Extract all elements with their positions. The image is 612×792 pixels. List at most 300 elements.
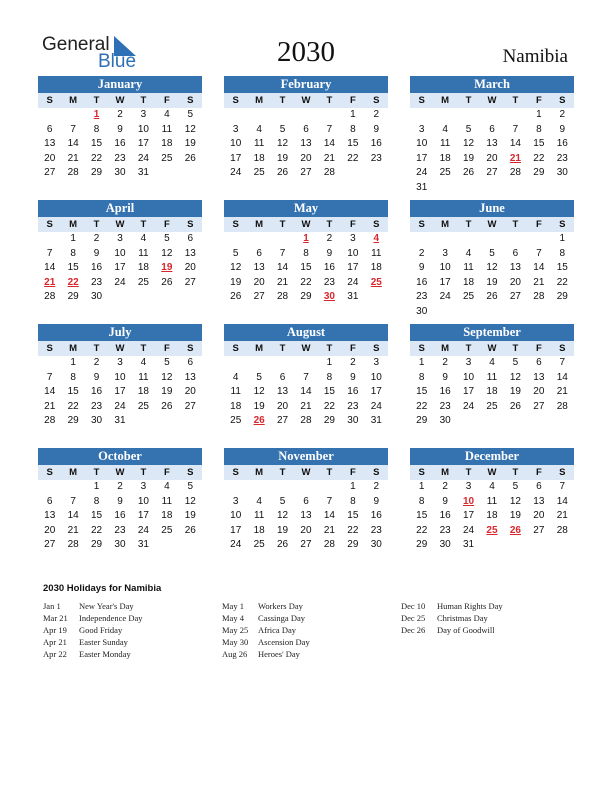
day-cell: 24: [114, 276, 126, 288]
day-cell: 20: [184, 386, 196, 398]
day-cell: 8: [93, 123, 100, 135]
day-cell: 9: [117, 495, 123, 507]
day-cell: 8: [536, 123, 542, 135]
day-cell: 28: [277, 291, 289, 303]
day-cell: 23: [347, 400, 359, 412]
holiday-name: Ascension Day: [258, 637, 310, 647]
day-cell: 8: [70, 371, 76, 383]
day-cell: 26: [277, 539, 289, 551]
day-cell: 7: [326, 123, 333, 135]
day-cell: 6: [187, 357, 194, 368]
weekday-label: S: [365, 341, 388, 356]
weekday-label: T: [504, 217, 527, 232]
weekday-label: T: [132, 217, 155, 232]
day-cell: 12: [509, 495, 521, 507]
day-cell: 25: [161, 152, 173, 164]
weekday-label: M: [61, 93, 84, 108]
day-cell: 22: [556, 276, 568, 288]
day-cell: 2: [117, 109, 123, 120]
weekday-label: M: [433, 465, 456, 480]
day-cell: 9: [326, 247, 333, 259]
day-cell: 13: [533, 371, 545, 383]
day-cell: 25: [463, 291, 475, 303]
day-cell: 1: [418, 481, 425, 492]
weekday-label: F: [341, 93, 364, 108]
day-cell: 4: [442, 123, 448, 135]
weekday-label: M: [61, 341, 84, 356]
day-cell: 20: [509, 276, 521, 288]
holiday-date: Dec 26: [401, 625, 426, 635]
empty-day-cell: [247, 356, 270, 371]
day-cell: 27: [184, 400, 196, 412]
month-september: [410, 324, 574, 429]
day-cell: 14: [67, 510, 79, 522]
month-title: July: [38, 324, 202, 341]
weekday-label: S: [410, 217, 433, 232]
holiday-day-cell: 26: [509, 524, 521, 536]
day-cell: 22: [91, 524, 103, 536]
day-cell: 30: [439, 415, 451, 427]
weekday-label: W: [108, 341, 131, 356]
day-cell: 28: [323, 167, 335, 179]
weekday-label: W: [480, 341, 503, 356]
weekday-label: T: [504, 465, 527, 480]
weekday-label: F: [341, 465, 364, 480]
day-cell: 11: [463, 262, 474, 274]
day-cell: 2: [350, 357, 356, 368]
empty-day-cell: [504, 232, 527, 247]
day-cell: 8: [70, 247, 76, 259]
day-cell: 15: [67, 262, 79, 274]
weekday-label: F: [341, 217, 364, 232]
day-cell: 17: [416, 152, 428, 164]
day-cell: 12: [230, 262, 242, 274]
calendar-country: Namibia: [502, 46, 568, 67]
day-cell: 10: [463, 371, 475, 383]
holiday-row: [401, 612, 581, 624]
day-cell: 26: [161, 276, 173, 288]
month-day-grid: [38, 341, 202, 429]
day-cell: 21: [300, 400, 312, 412]
day-cell: 5: [465, 123, 472, 135]
day-cell: 13: [253, 262, 265, 274]
day-cell: 4: [164, 481, 170, 492]
weekday-label: S: [224, 341, 247, 356]
day-cell: 28: [556, 400, 568, 412]
empty-day-cell: [224, 232, 247, 247]
holiday-row: [222, 624, 402, 636]
holiday-date: May 25: [222, 625, 249, 635]
day-cell: 1: [93, 481, 100, 492]
day-cell: 13: [486, 138, 498, 150]
day-cell: 11: [138, 371, 149, 383]
day-cell: 24: [230, 539, 242, 551]
day-cell: 3: [373, 357, 380, 368]
day-cell: 4: [465, 247, 472, 259]
day-cell: 12: [277, 510, 289, 522]
day-cell: 24: [230, 167, 242, 179]
weekday-label: W: [294, 341, 317, 356]
holiday-name: Good Friday: [79, 625, 123, 635]
day-cell: 20: [300, 152, 312, 164]
day-cell: 29: [416, 539, 428, 551]
day-cell: 6: [256, 247, 262, 259]
empty-day-cell: [224, 108, 247, 123]
weekday-label: W: [108, 465, 131, 480]
day-cell: 30: [439, 539, 451, 551]
day-cell: 1: [418, 357, 425, 368]
empty-day-cell: [433, 108, 456, 123]
weekday-label: W: [294, 217, 317, 232]
weekday-label: M: [61, 217, 84, 232]
day-cell: 5: [164, 357, 170, 368]
day-cell: 9: [442, 371, 448, 383]
holiday-name: New Year's Day: [79, 601, 134, 611]
day-cell: 13: [44, 138, 56, 150]
day-cell: 5: [279, 123, 286, 135]
day-cell: 20: [533, 386, 545, 398]
empty-day-cell: [271, 356, 294, 371]
day-cell: 19: [463, 152, 475, 164]
weekday-label: T: [457, 465, 480, 480]
day-cell: 22: [416, 524, 428, 536]
day-cell: 20: [184, 262, 196, 274]
day-cell: 22: [300, 276, 312, 288]
day-cell: 27: [533, 400, 545, 412]
day-cell: 19: [277, 152, 289, 164]
empty-day-cell: [247, 480, 270, 495]
day-cell: 3: [465, 357, 472, 368]
month-title: October: [38, 448, 202, 465]
month-day-grid: [38, 93, 202, 181]
weekday-label: S: [179, 341, 202, 356]
day-cell: 9: [373, 123, 380, 135]
day-cell: 20: [277, 400, 289, 412]
weekday-label: F: [527, 93, 550, 108]
day-cell: 4: [140, 357, 147, 368]
day-cell: 19: [184, 138, 196, 150]
day-cell: 7: [70, 123, 76, 135]
day-cell: 11: [486, 495, 498, 507]
day-cell: 16: [556, 138, 568, 150]
holiday-name: Independence Day: [79, 613, 143, 623]
weekday-label: T: [318, 341, 341, 356]
day-cell: 30: [114, 167, 126, 179]
day-cell: 30: [370, 539, 382, 551]
day-cell: 24: [463, 400, 475, 412]
day-cell: 16: [416, 276, 428, 288]
empty-day-cell: [271, 232, 294, 247]
day-cell: 26: [184, 152, 196, 164]
day-cell: 9: [418, 262, 425, 274]
weekday-label: M: [247, 217, 270, 232]
day-cell: 18: [253, 524, 265, 536]
day-cell: 21: [277, 276, 289, 288]
day-cell: 9: [93, 371, 100, 383]
empty-day-cell: [224, 480, 247, 495]
day-cell: 11: [138, 247, 149, 259]
day-cell: 24: [347, 276, 359, 288]
day-cell: 21: [323, 524, 335, 536]
day-cell: 28: [44, 291, 56, 303]
day-cell: 13: [44, 510, 56, 522]
holiday-row: [43, 648, 223, 660]
day-cell: 4: [140, 233, 147, 244]
month-title: December: [410, 448, 574, 465]
day-cell: 23: [91, 276, 103, 288]
day-cell: 10: [439, 262, 451, 274]
empty-day-cell: [457, 108, 480, 123]
weekday-label: S: [179, 93, 202, 108]
day-cell: 22: [347, 152, 359, 164]
day-cell: 14: [323, 138, 335, 150]
day-cell: 23: [323, 276, 335, 288]
day-cell: 1: [70, 233, 76, 244]
holiday-day-cell: 21: [509, 152, 521, 164]
weekday-label: T: [504, 93, 527, 108]
empty-day-cell: [61, 108, 84, 123]
holiday-day-cell: 21: [44, 276, 56, 288]
day-cell: 8: [93, 495, 100, 507]
day-cell: 13: [300, 138, 312, 150]
day-cell: 29: [91, 539, 103, 551]
day-cell: 18: [486, 386, 498, 398]
empty-day-cell: [410, 108, 433, 123]
day-cell: 30: [91, 415, 103, 427]
holiday-row: [43, 600, 223, 612]
day-cell: 5: [256, 371, 262, 383]
month-january: [38, 76, 202, 181]
day-cell: 12: [161, 371, 173, 383]
day-cell: 4: [489, 481, 495, 492]
day-cell: 5: [512, 481, 519, 492]
weekday-label: T: [85, 465, 108, 480]
day-cell: 15: [67, 386, 79, 398]
day-cell: 15: [556, 262, 568, 274]
day-cell: 29: [533, 167, 545, 179]
weekday-label: S: [551, 465, 574, 480]
day-cell: 7: [536, 247, 542, 259]
day-cell: 13: [277, 386, 289, 398]
day-cell: 29: [323, 415, 335, 427]
weekday-label: F: [527, 341, 550, 356]
weekday-label: T: [271, 217, 294, 232]
day-cell: 23: [556, 152, 568, 164]
day-cell: 31: [137, 539, 149, 551]
empty-day-cell: [247, 232, 270, 247]
day-cell: 6: [303, 123, 309, 135]
month-december: [410, 448, 574, 553]
weekday-label: S: [410, 465, 433, 480]
day-cell: 18: [161, 138, 173, 150]
day-cell: 7: [70, 495, 76, 507]
day-cell: 17: [439, 276, 451, 288]
day-cell: 27: [44, 167, 56, 179]
day-cell: 22: [91, 152, 103, 164]
weekday-label: M: [433, 217, 456, 232]
day-cell: 18: [137, 386, 149, 398]
day-cell: 5: [187, 481, 194, 492]
weekday-label: F: [155, 341, 178, 356]
day-cell: 22: [67, 400, 79, 412]
day-cell: 27: [300, 167, 312, 179]
weekday-label: S: [410, 93, 433, 108]
day-cell: 4: [256, 495, 262, 507]
day-cell: 7: [559, 481, 566, 492]
day-cell: 30: [347, 415, 359, 427]
day-cell: 21: [323, 152, 335, 164]
day-cell: 28: [323, 539, 335, 551]
empty-day-cell: [527, 232, 550, 247]
month-title: April: [38, 200, 202, 217]
day-cell: 27: [277, 415, 289, 427]
day-cell: 15: [416, 510, 428, 522]
day-cell: 19: [277, 524, 289, 536]
day-cell: 3: [140, 481, 147, 492]
day-cell: 20: [44, 152, 56, 164]
day-cell: 27: [184, 276, 196, 288]
day-cell: 1: [350, 481, 356, 492]
empty-day-cell: [294, 356, 317, 371]
month-day-grid: [224, 93, 388, 181]
day-cell: 10: [137, 495, 149, 507]
day-cell: 21: [67, 152, 79, 164]
month-day-grid: [38, 217, 202, 305]
day-cell: 12: [161, 247, 173, 259]
day-cell: 15: [416, 386, 428, 398]
day-cell: 18: [137, 262, 149, 274]
day-cell: 29: [300, 291, 312, 303]
day-cell: 2: [93, 357, 100, 368]
day-cell: 1: [350, 109, 356, 120]
day-cell: 6: [536, 481, 542, 492]
day-cell: 26: [184, 524, 196, 536]
day-cell: 23: [439, 524, 451, 536]
day-cell: 22: [323, 400, 335, 412]
empty-day-cell: [61, 480, 84, 495]
day-cell: 12: [277, 138, 289, 150]
day-cell: 9: [93, 247, 100, 259]
day-cell: 29: [91, 167, 103, 179]
month-title: May: [224, 200, 388, 217]
day-cell: 14: [44, 262, 56, 274]
day-cell: 26: [486, 291, 498, 303]
weekday-label: S: [365, 93, 388, 108]
day-cell: 14: [509, 138, 521, 150]
day-cell: 19: [230, 276, 242, 288]
holiday-day-cell: 19: [161, 262, 173, 274]
day-cell: 2: [418, 247, 425, 259]
weekday-label: S: [38, 93, 61, 108]
holiday-column: [222, 600, 402, 660]
weekday-label: S: [551, 217, 574, 232]
holiday-column: [401, 600, 581, 636]
month-june: [410, 200, 574, 320]
holiday-date: Apr 19: [43, 625, 67, 635]
day-cell: 14: [277, 262, 289, 274]
holiday-name: Cassinga Day: [258, 613, 305, 623]
holiday-date: Jan 1: [43, 601, 61, 611]
day-cell: 18: [161, 510, 173, 522]
day-cell: 6: [489, 123, 495, 135]
month-title: September: [410, 324, 574, 341]
weekday-label: W: [480, 465, 503, 480]
day-cell: 10: [347, 247, 359, 259]
empty-day-cell: [271, 108, 294, 123]
weekday-label: M: [433, 93, 456, 108]
day-cell: 31: [114, 415, 126, 427]
weekday-label: M: [61, 465, 84, 480]
weekday-label: T: [132, 465, 155, 480]
day-cell: 4: [489, 357, 495, 368]
day-cell: 2: [442, 481, 448, 492]
day-cell: 17: [114, 262, 126, 274]
weekday-label: S: [179, 465, 202, 480]
day-cell: 18: [370, 262, 382, 274]
holiday-row: [401, 624, 581, 636]
day-cell: 25: [253, 539, 265, 551]
day-cell: 8: [350, 123, 356, 135]
month-day-grid: [410, 93, 574, 196]
month-day-grid: [224, 341, 388, 429]
day-cell: 11: [253, 138, 265, 150]
day-cell: 15: [347, 510, 359, 522]
weekday-label: S: [38, 341, 61, 356]
day-cell: 4: [232, 371, 239, 383]
month-july: [38, 324, 202, 429]
day-cell: 28: [67, 167, 79, 179]
holiday-column: [43, 600, 223, 660]
empty-day-cell: [294, 480, 317, 495]
day-cell: 19: [253, 400, 265, 412]
day-cell: 16: [91, 262, 103, 274]
day-cell: 2: [93, 233, 100, 244]
day-cell: 8: [350, 495, 356, 507]
day-cell: 14: [67, 138, 79, 150]
weekday-label: T: [318, 93, 341, 108]
day-cell: 31: [347, 291, 359, 303]
weekday-label: M: [433, 341, 456, 356]
day-cell: 8: [326, 371, 333, 383]
weekday-label: T: [271, 341, 294, 356]
day-cell: 3: [418, 123, 425, 135]
holiday-name: Africa Day: [258, 625, 296, 635]
day-cell: 17: [370, 386, 382, 398]
day-cell: 20: [253, 276, 265, 288]
day-cell: 24: [137, 524, 149, 536]
day-cell: 3: [232, 123, 239, 135]
day-cell: 23: [370, 152, 382, 164]
empty-day-cell: [480, 108, 503, 123]
day-cell: 1: [559, 233, 566, 244]
day-cell: 19: [161, 386, 173, 398]
day-cell: 20: [486, 152, 498, 164]
holiday-date: Dec 25: [401, 613, 426, 623]
weekday-label: T: [504, 341, 527, 356]
empty-day-cell: [504, 108, 527, 123]
day-cell: 18: [230, 400, 242, 412]
day-cell: 22: [416, 400, 428, 412]
day-cell: 23: [439, 400, 451, 412]
month-february: [224, 76, 388, 181]
day-cell: 20: [300, 524, 312, 536]
weekday-label: S: [38, 217, 61, 232]
weekday-label: W: [480, 217, 503, 232]
day-cell: 23: [91, 400, 103, 412]
day-cell: 31: [137, 167, 149, 179]
day-cell: 16: [439, 510, 451, 522]
day-cell: 21: [67, 524, 79, 536]
